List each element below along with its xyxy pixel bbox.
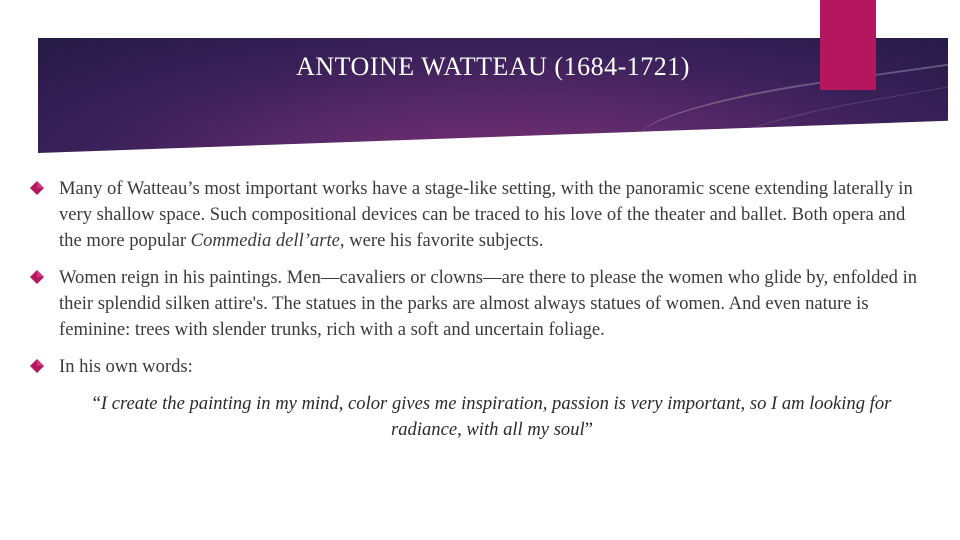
quote-open-mark: “ xyxy=(92,393,101,414)
bullet-item xyxy=(30,265,930,343)
quote-close-mark: ” xyxy=(584,419,593,440)
bullet-text: , were his favorite subjects. xyxy=(339,230,544,251)
diamond-bullet-icon xyxy=(30,359,44,373)
bullet-item xyxy=(30,354,930,380)
bullet-text-italic: Commedia dell’arte xyxy=(190,230,340,251)
slide-title: ANTOINE WATTEAU (1684-1721) xyxy=(296,52,690,81)
bullet-item xyxy=(30,176,930,254)
slide-body xyxy=(30,176,930,443)
bullet-text: Many of Watteau’s most important works have a stage-like setting, with the panoramic scene extending laterally in very shallow space. Such compositional devices can be traced to his love of the theater and ballet. Both opera and the more popular xyxy=(59,178,913,251)
diamond-bullet-icon xyxy=(30,270,44,284)
bullet-text: In his own words: xyxy=(59,356,193,377)
diamond-bullet-icon xyxy=(30,181,44,195)
bullet-text: Women reign in his paintings. Men—cavaliers or clowns—are there to please the women who glide by, enfolded in their splendid silken attire's. The statues in the parks are almost always statues of women. And even nature is feminine: trees with slender trunks, rich with a soft and uncertain foliage. xyxy=(59,267,918,340)
quote-text: I create the painting in my mind, color gives me inspiration, passion is very important, so I am looking for radiance, with all my soul xyxy=(100,393,892,440)
quote xyxy=(59,391,925,443)
